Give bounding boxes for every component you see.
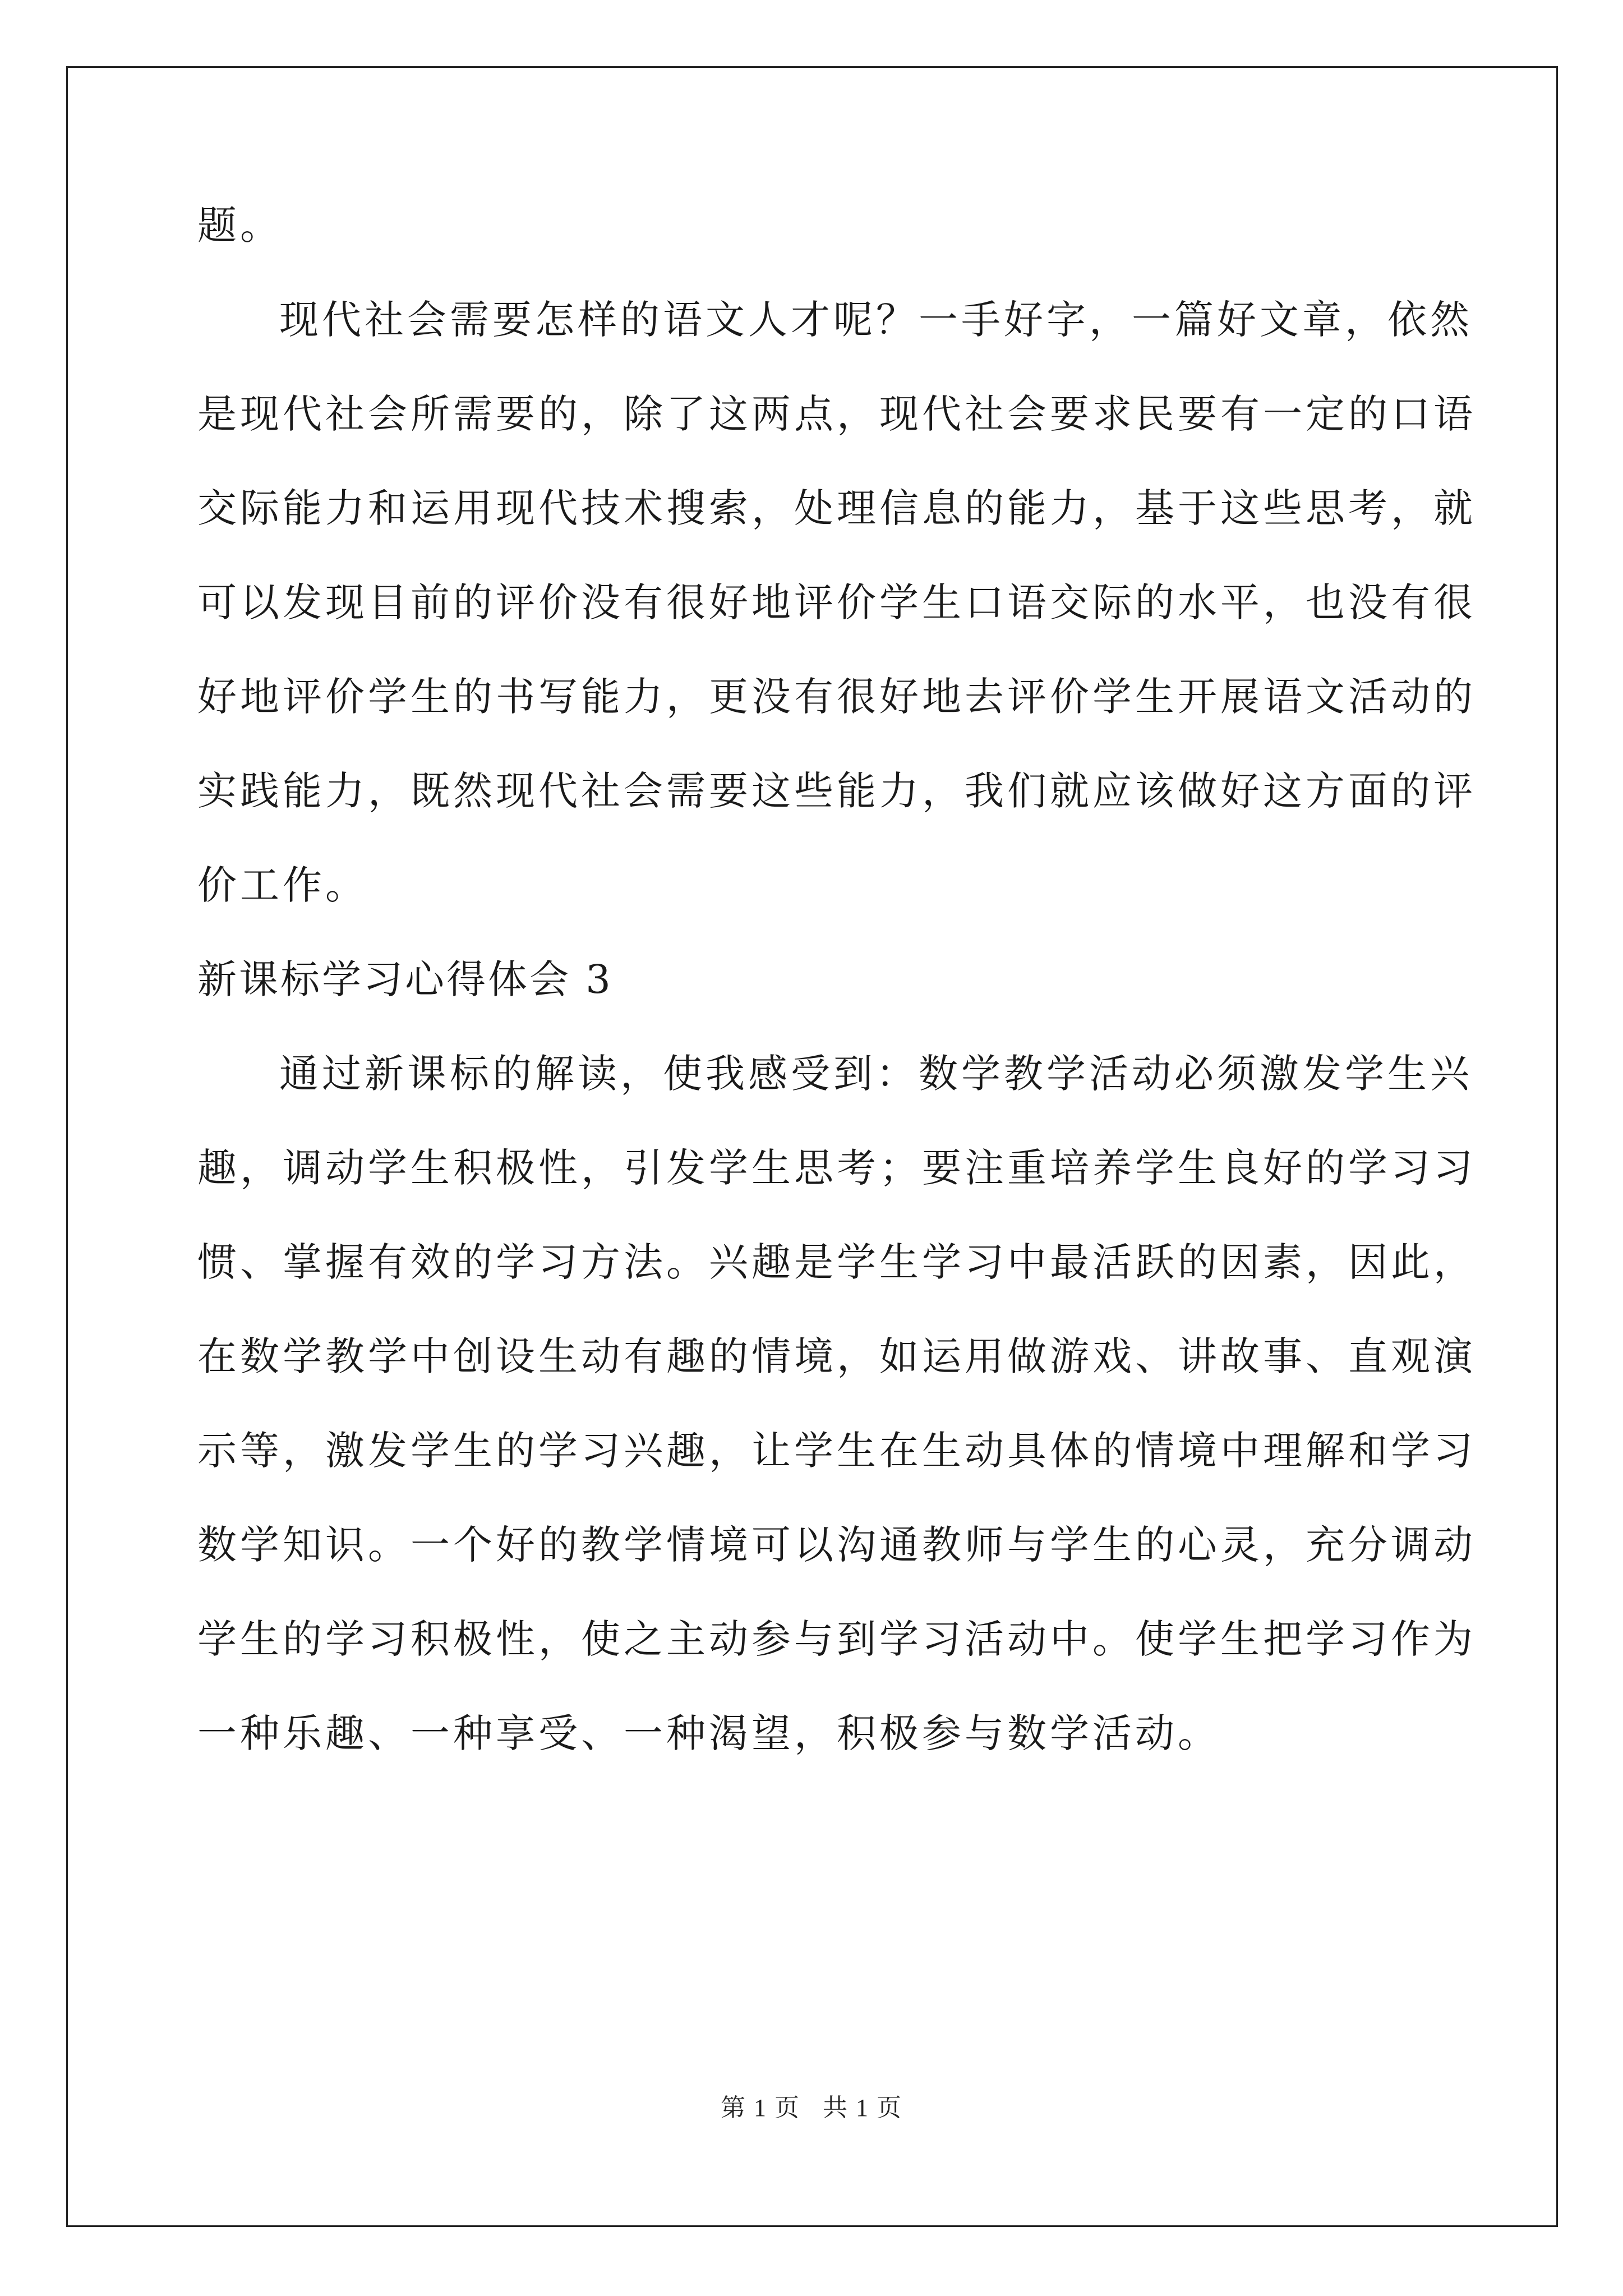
text-line: 价工作。 bbox=[197, 862, 368, 908]
paragraph-new-curriculum bbox=[197, 1050, 1476, 1757]
text-line: 示等，激发学生的学习兴趣，让学生在生动具体的情境中理解和学习 bbox=[197, 1428, 1476, 1474]
page-number: 第 1 页 bbox=[721, 2094, 800, 2122]
text-line: 通过新课标的解读，使我感受到：数学教学活动必须激发学生兴 bbox=[279, 1051, 1473, 1097]
text-line: 交际能力和运用现代技术搜索，处理信息的能力，基于这些思考，就 bbox=[197, 485, 1476, 531]
text-line: 现代社会需要怎样的语文人才呢？一手好字，一篇好文章，依然 bbox=[279, 297, 1473, 343]
document-body bbox=[197, 202, 1476, 1757]
page-total: 共 1 页 bbox=[823, 2094, 902, 2122]
page-footer bbox=[0, 2092, 1623, 2124]
text-line: 一种乐趣、一种享受、一种渴望，积极参与数学活动。 bbox=[197, 1710, 1220, 1756]
text-line: 实践能力，既然现代社会需要这些能力，我们就应该做好这方面的评 bbox=[197, 768, 1476, 814]
text-line: 学生的学习积极性，使之主动参与到学习活动中。使学生把学习作为 bbox=[197, 1616, 1476, 1662]
paragraph-continuation bbox=[197, 202, 1429, 249]
text-line: 好地评价学生的书写能力，更没有很好地去评价学生开展语文活动的 bbox=[197, 674, 1476, 720]
text-line: 惯、掌握有效的学习方法。兴趣是学生学习中最活跃的因素，因此， bbox=[197, 1239, 1476, 1285]
section-heading: 新课标学习心得体会 3 bbox=[197, 956, 613, 1002]
text-line: 可以发现目前的评价没有很好地评价学生口语交际的水平，也没有很 bbox=[197, 579, 1476, 625]
text-line: 趣，调动学生积极性，引发学生思考；要注重培养学生良好的学习习 bbox=[197, 1145, 1476, 1191]
text-line: 数学知识。一个好的教学情境可以沟通教师与学生的心灵，充分调动 bbox=[197, 1522, 1476, 1568]
paragraph-modern-society bbox=[197, 296, 1476, 909]
text-line: 是现代社会所需要的，除了这两点，现代社会要求民要有一定的口语 bbox=[197, 391, 1476, 437]
text-line: 在数学教学中创设生动有趣的情境，如运用做游戏、讲故事、直观演 bbox=[197, 1333, 1476, 1379]
text-line: 题。 bbox=[197, 203, 283, 249]
